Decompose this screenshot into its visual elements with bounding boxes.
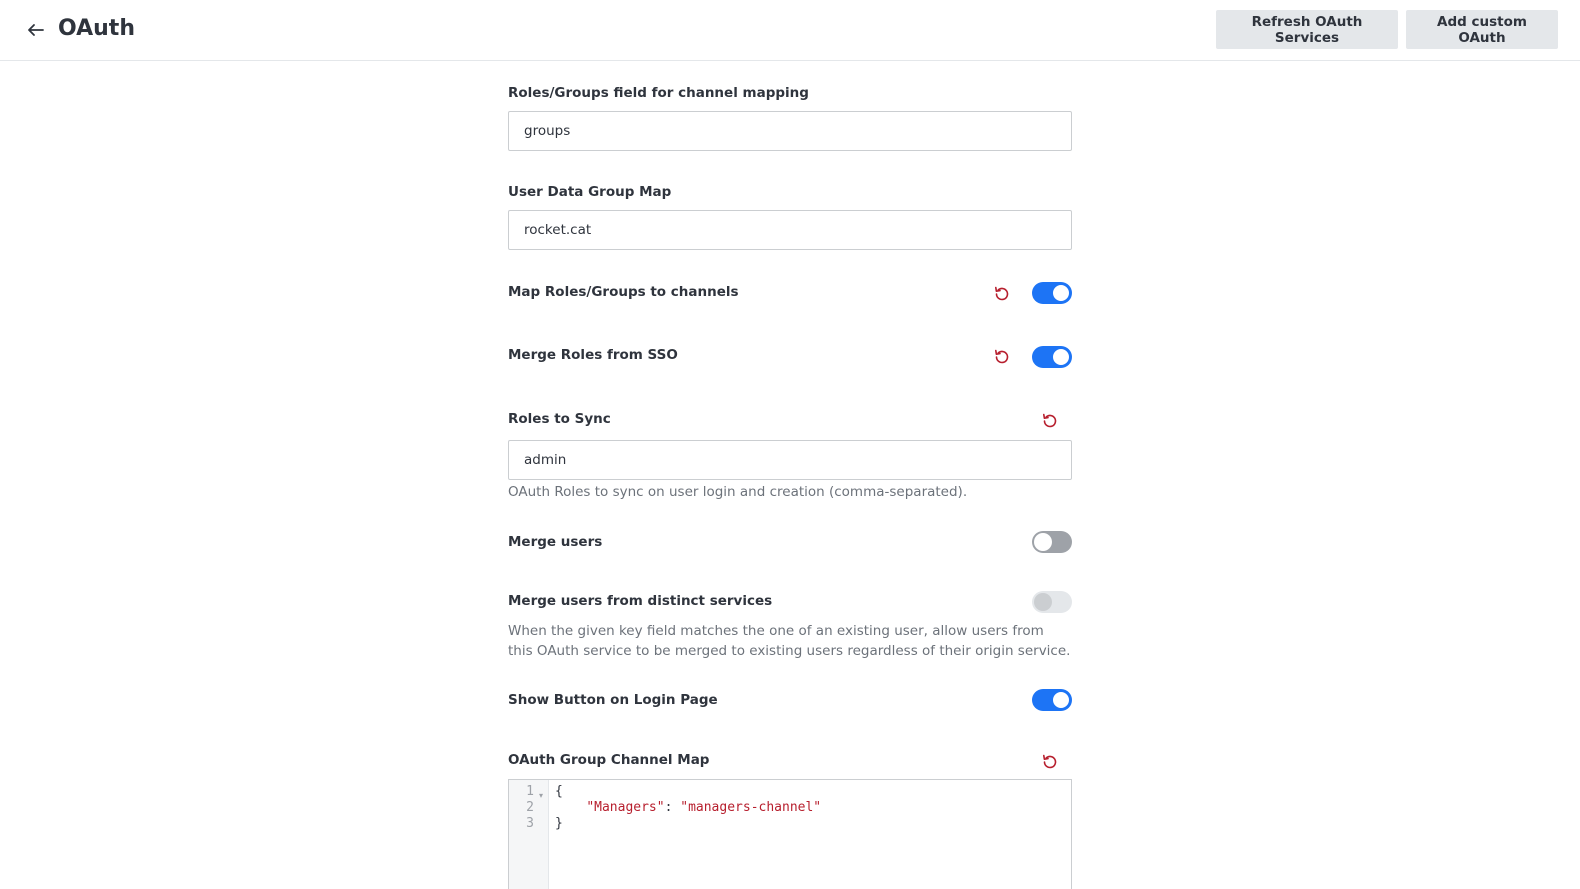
roles-groups-field-label: Roles/Groups field for channel mapping [508,85,809,101]
map-roles-groups-toggle[interactable] [1032,282,1072,304]
json-key: "Managers" [586,800,665,815]
line-number: 3 [526,816,534,831]
undo-icon [992,284,1012,304]
reset-group-channel-map-button[interactable] [1040,752,1060,772]
page-title: OAuth [58,16,135,41]
show-button-login-toggle[interactable] [1032,689,1072,711]
reset-merge-roles-sso-button[interactable] [992,347,1012,367]
show-button-login-label: Show Button on Login Page [508,692,718,708]
toggle-knob [1052,348,1070,366]
undo-icon [1040,411,1060,431]
merge-roles-sso-toggle[interactable] [1032,346,1072,368]
roles-groups-field-input[interactable] [508,111,1072,151]
toggle-knob [1052,284,1070,302]
map-roles-groups-label: Map Roles/Groups to channels [508,284,739,300]
toggle-knob [1034,593,1052,611]
undo-icon [1040,752,1060,772]
merge-users-distinct-label: Merge users from distinct services [508,593,773,609]
editor-gutter [509,780,549,889]
line-number: 2 [526,800,534,815]
json-colon: : [664,800,681,815]
back-button[interactable] [24,16,48,44]
merge-users-toggle[interactable] [1032,531,1072,553]
reset-map-roles-groups-button[interactable] [992,284,1012,304]
undo-icon [992,347,1012,367]
merge-users-label: Merge users [508,534,603,550]
merge-users-distinct-hint: When the given key field matches the one of an existing user, allow users from this OAuth service to be merged to existing users regardless of their origin service. [508,623,1071,659]
toggle-knob [1052,691,1070,709]
code-line-2 [555,800,821,816]
merge-users-distinct-toggle [1032,591,1072,613]
roles-to-sync-hint: OAuth Roles to sync on user login and creation (comma-separated). [508,484,968,500]
fold-arrow-icon[interactable]: ▾ [539,791,544,800]
page-header [0,0,1580,61]
json-value: "managers-channel" [680,800,822,815]
group-channel-map-editor[interactable] [508,779,1072,889]
roles-to-sync-label: Roles to Sync [508,411,611,427]
code-line-3: } [555,816,563,831]
code-line-1: { [555,784,563,799]
group-channel-map-label: OAuth Group Channel Map [508,752,710,768]
add-custom-oauth-button[interactable]: Add custom OAuth [1406,10,1558,49]
line-number: 1 [526,784,534,799]
reset-roles-to-sync-button[interactable] [1040,411,1060,431]
roles-to-sync-input[interactable] [508,440,1072,480]
toggle-knob [1034,533,1052,551]
merge-roles-sso-label: Merge Roles from SSO [508,347,678,363]
arrow-left-icon [27,23,45,37]
user-data-group-map-input[interactable] [508,210,1072,250]
user-data-group-map-label: User Data Group Map [508,184,672,200]
refresh-oauth-services-button[interactable]: Refresh OAuth Services [1216,10,1398,49]
